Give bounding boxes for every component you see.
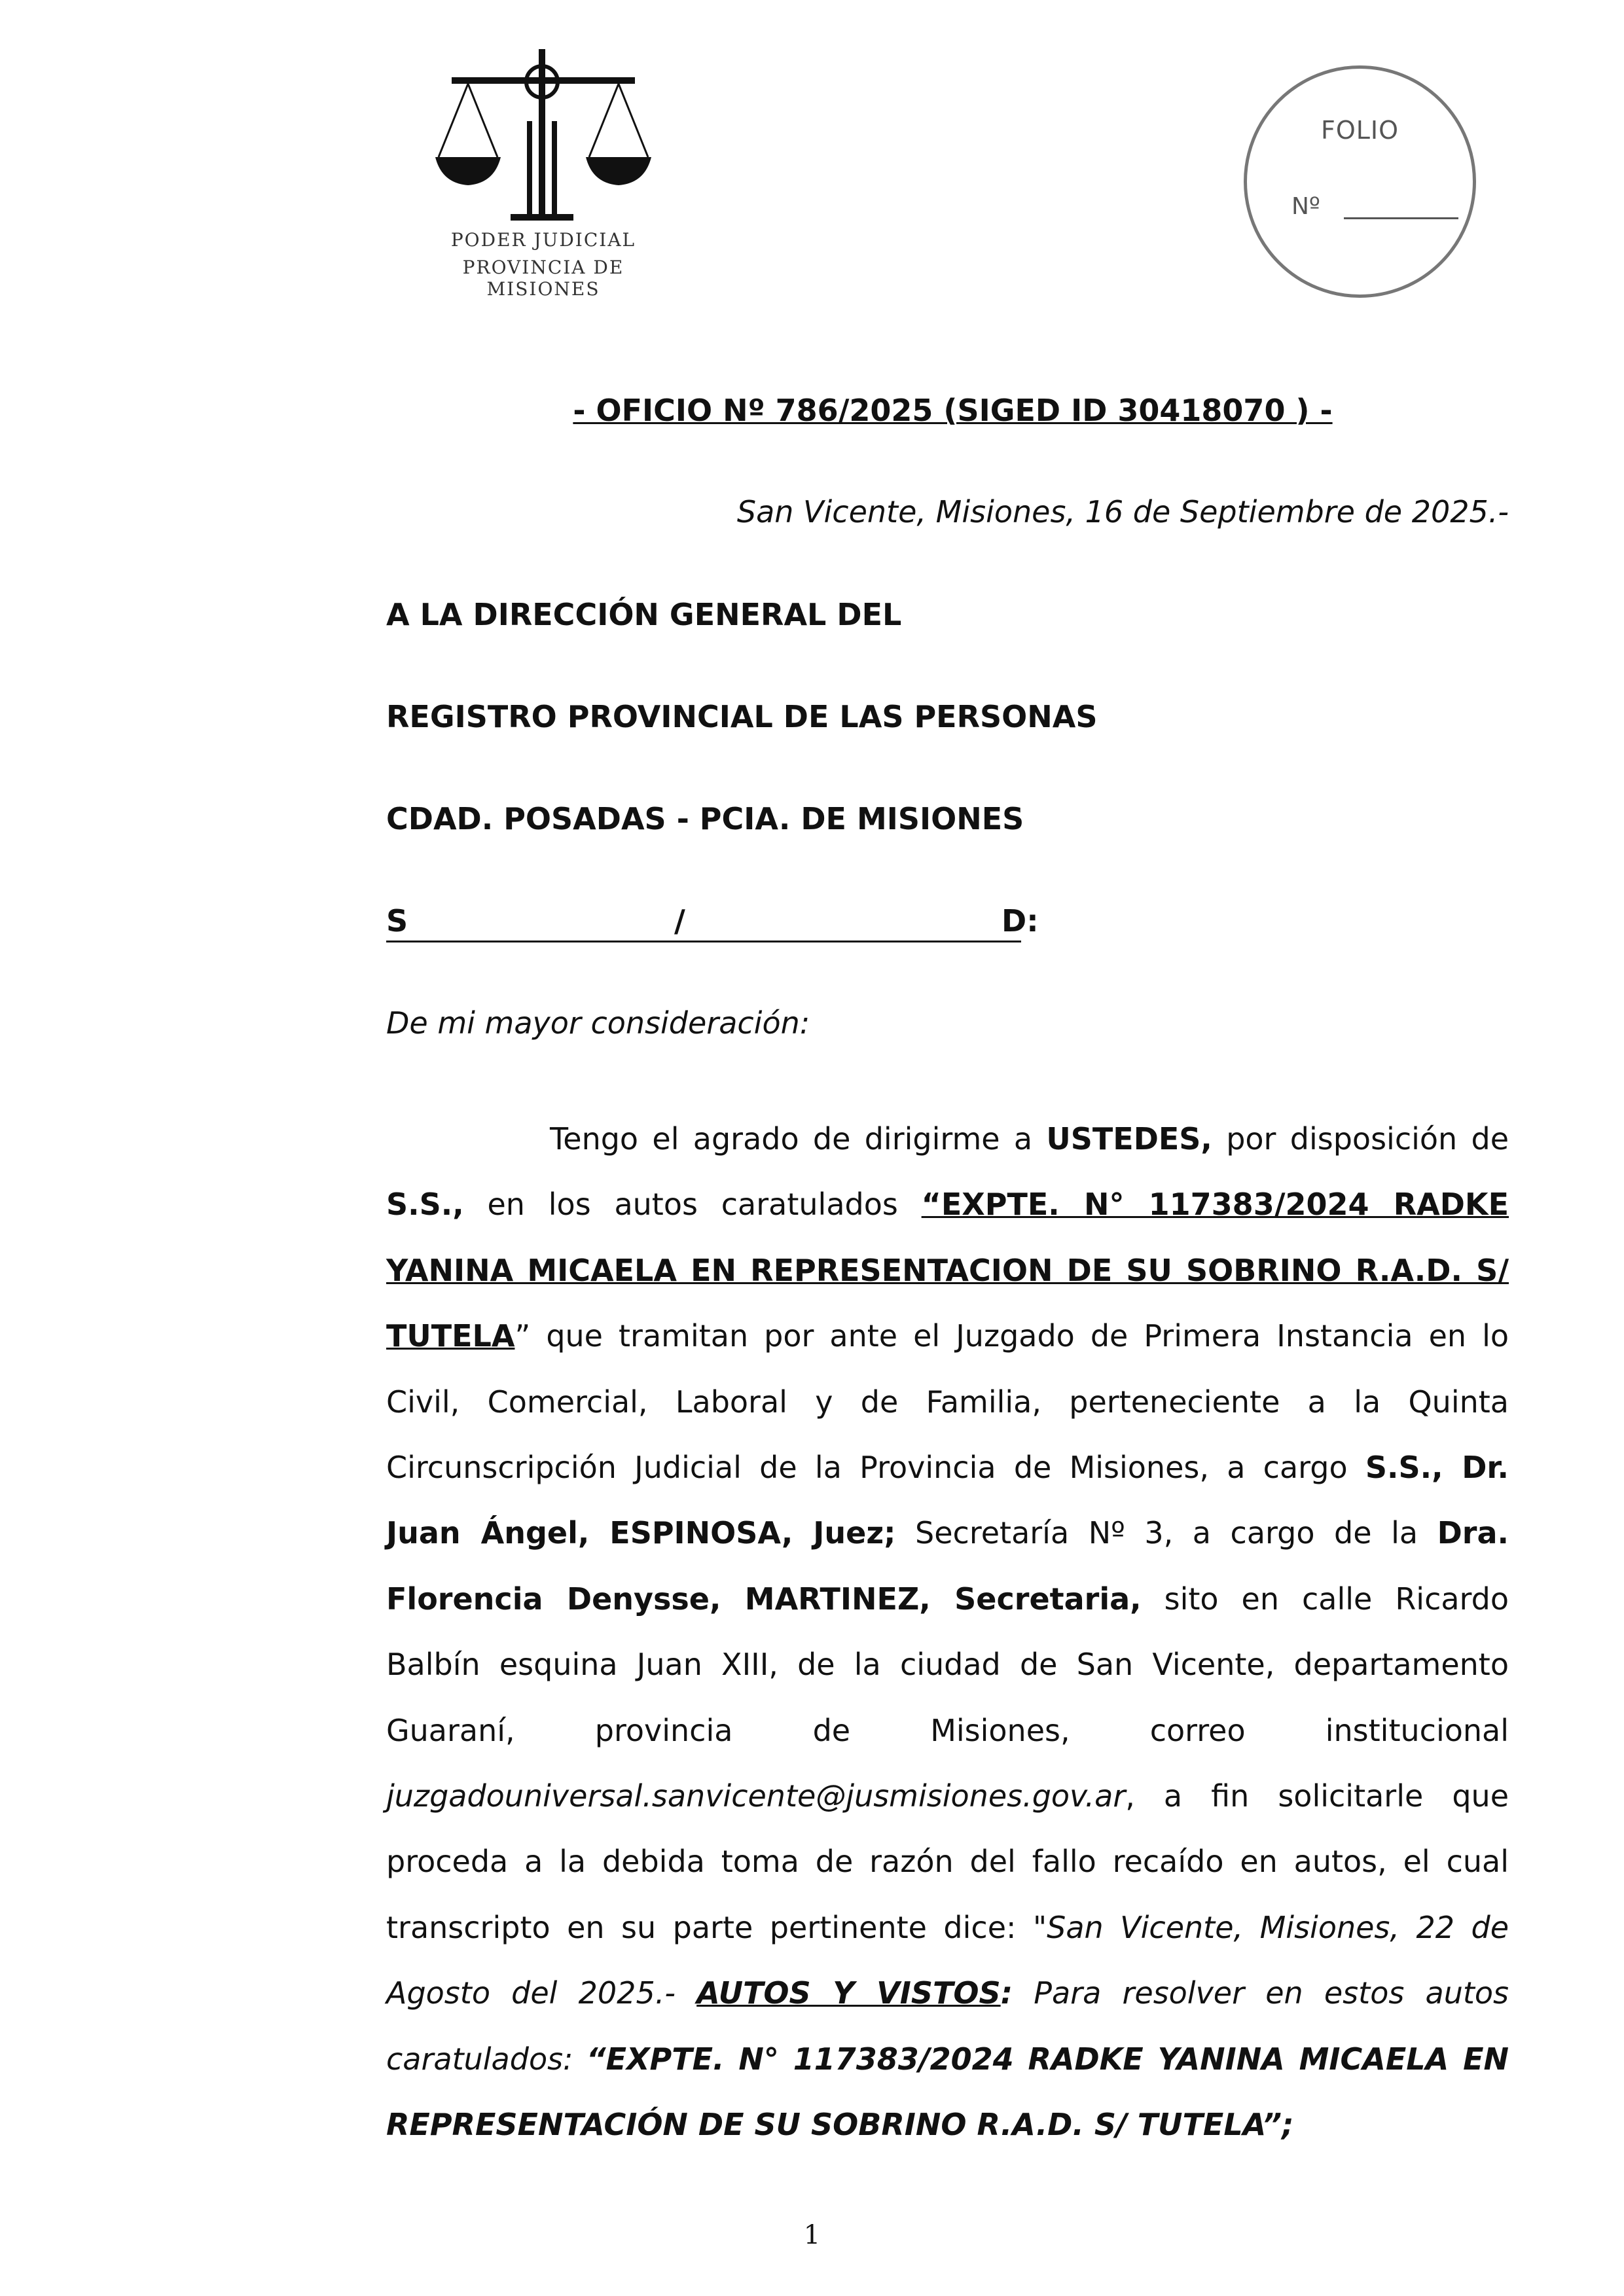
judicial-logo: [406, 36, 681, 300]
body-text-3: en los autos caratulados: [463, 1187, 922, 1223]
folio-stamp: [1244, 65, 1476, 298]
institutional-email: juzgadouniversal.sanvicente@jusmisiones.gov.ar: [386, 1778, 1126, 1814]
oficio-title: - OFICIO Nº 786/2025 (SIGED ID 30418070 ) -: [573, 393, 1333, 428]
greeting: De mi mayor consideración:: [386, 1005, 810, 1041]
addressee-line-1: A LA DIRECCIÓN GENERAL DEL: [386, 597, 902, 632]
sd-line: [386, 903, 1041, 949]
body-text-6: sito en calle Ricardo Balbín esquina Juan XIII, de la ciudad de San Vicente, departamento Guaraní, provincia de Misiones, correo institucional: [386, 1581, 1509, 1748]
folio-label: FOLIO: [1320, 116, 1399, 145]
sd-d-letter: D: [1001, 903, 1027, 939]
case-title-quoted: “EXPTE. N° 117383/2024 RADKE YANINA MICAELA EN REPRESENTACIÓN DE SU SOBRINO R.A.D. S/ TUTELA”;: [386, 2041, 1509, 2143]
case-title: “EXPTE. N° 117383/2024 RADKE YANINA MICAELA EN REPRESENTACION DE SU SOBRINO R.A.D. S/ TUTELA: [386, 1187, 1509, 1354]
body-text-2: por disposición de: [1212, 1121, 1509, 1157]
body-text-1: Tengo el agrado de dirigirme a: [550, 1121, 1047, 1157]
body-paragraph: [386, 1106, 1509, 2158]
folio-number-label: Nº: [1291, 193, 1320, 220]
body-text-7: , a fin solicitarle que proceda a la debida toma de razón del fallo recaído en autos, el cual transcripto en su parte pertinente dice: ": [386, 1778, 1509, 1945]
page-number: 1: [803, 2220, 821, 2250]
sd-colon: :: [1026, 903, 1039, 939]
addressee-line-2: REGISTRO PROVINCIAL DE LAS PERSONAS: [386, 699, 1098, 734]
autos-y-vistos-colon: :: [1000, 1975, 1013, 2011]
sd-underline: [386, 941, 1021, 942]
ss-text: S.S.,: [386, 1187, 464, 1223]
sd-s: S: [386, 903, 408, 939]
sd-d: [1001, 903, 1039, 939]
autos-y-vistos: AUTOS Y VISTOS: [696, 1975, 1001, 2011]
logo-text-provincia: PROVINCIA DE MISIONES: [462, 257, 624, 300]
scales-of-justice-icon: [432, 36, 655, 226]
addressee-line-3: CDAD. POSADAS - PCIA. DE MISIONES: [386, 801, 1024, 836]
sd-slash: /: [674, 903, 685, 939]
judge-name: S.S., Dr. Juan Ángel, ESPINOSA, Juez;: [386, 1450, 1509, 1551]
quote-date: San Vicente, Misiones, 22 de Agosto del 2025.-: [386, 1909, 1509, 2011]
ustedes-text: USTEDES,: [1046, 1121, 1212, 1157]
quote-text: Para resolver en estos autos caratulados:: [386, 1975, 1509, 2077]
body-text-5: Secretaría Nº 3, a cargo de la: [895, 1515, 1437, 1551]
body-text-4: que tramitan por ante el Juzgado de Primera Instancia en lo Civil, Comercial, Laboral y de Familia, perteneciente a la Quinta Circunscripción Judicial de la Provincia de Misiones, a cargo: [386, 1318, 1509, 1486]
date-line: San Vicente, Misiones, 16 de Septiembre de 2025.-: [736, 494, 1509, 529]
folio-number-blank: [1344, 217, 1458, 219]
case-title-close-quote: ”: [514, 1318, 531, 1354]
logo-text-poder-judicial: PODER JUDICIAL: [450, 229, 636, 251]
secretary-name: Dra. Florencia Denysse, MARTINEZ, Secretaria,: [386, 1515, 1509, 1617]
